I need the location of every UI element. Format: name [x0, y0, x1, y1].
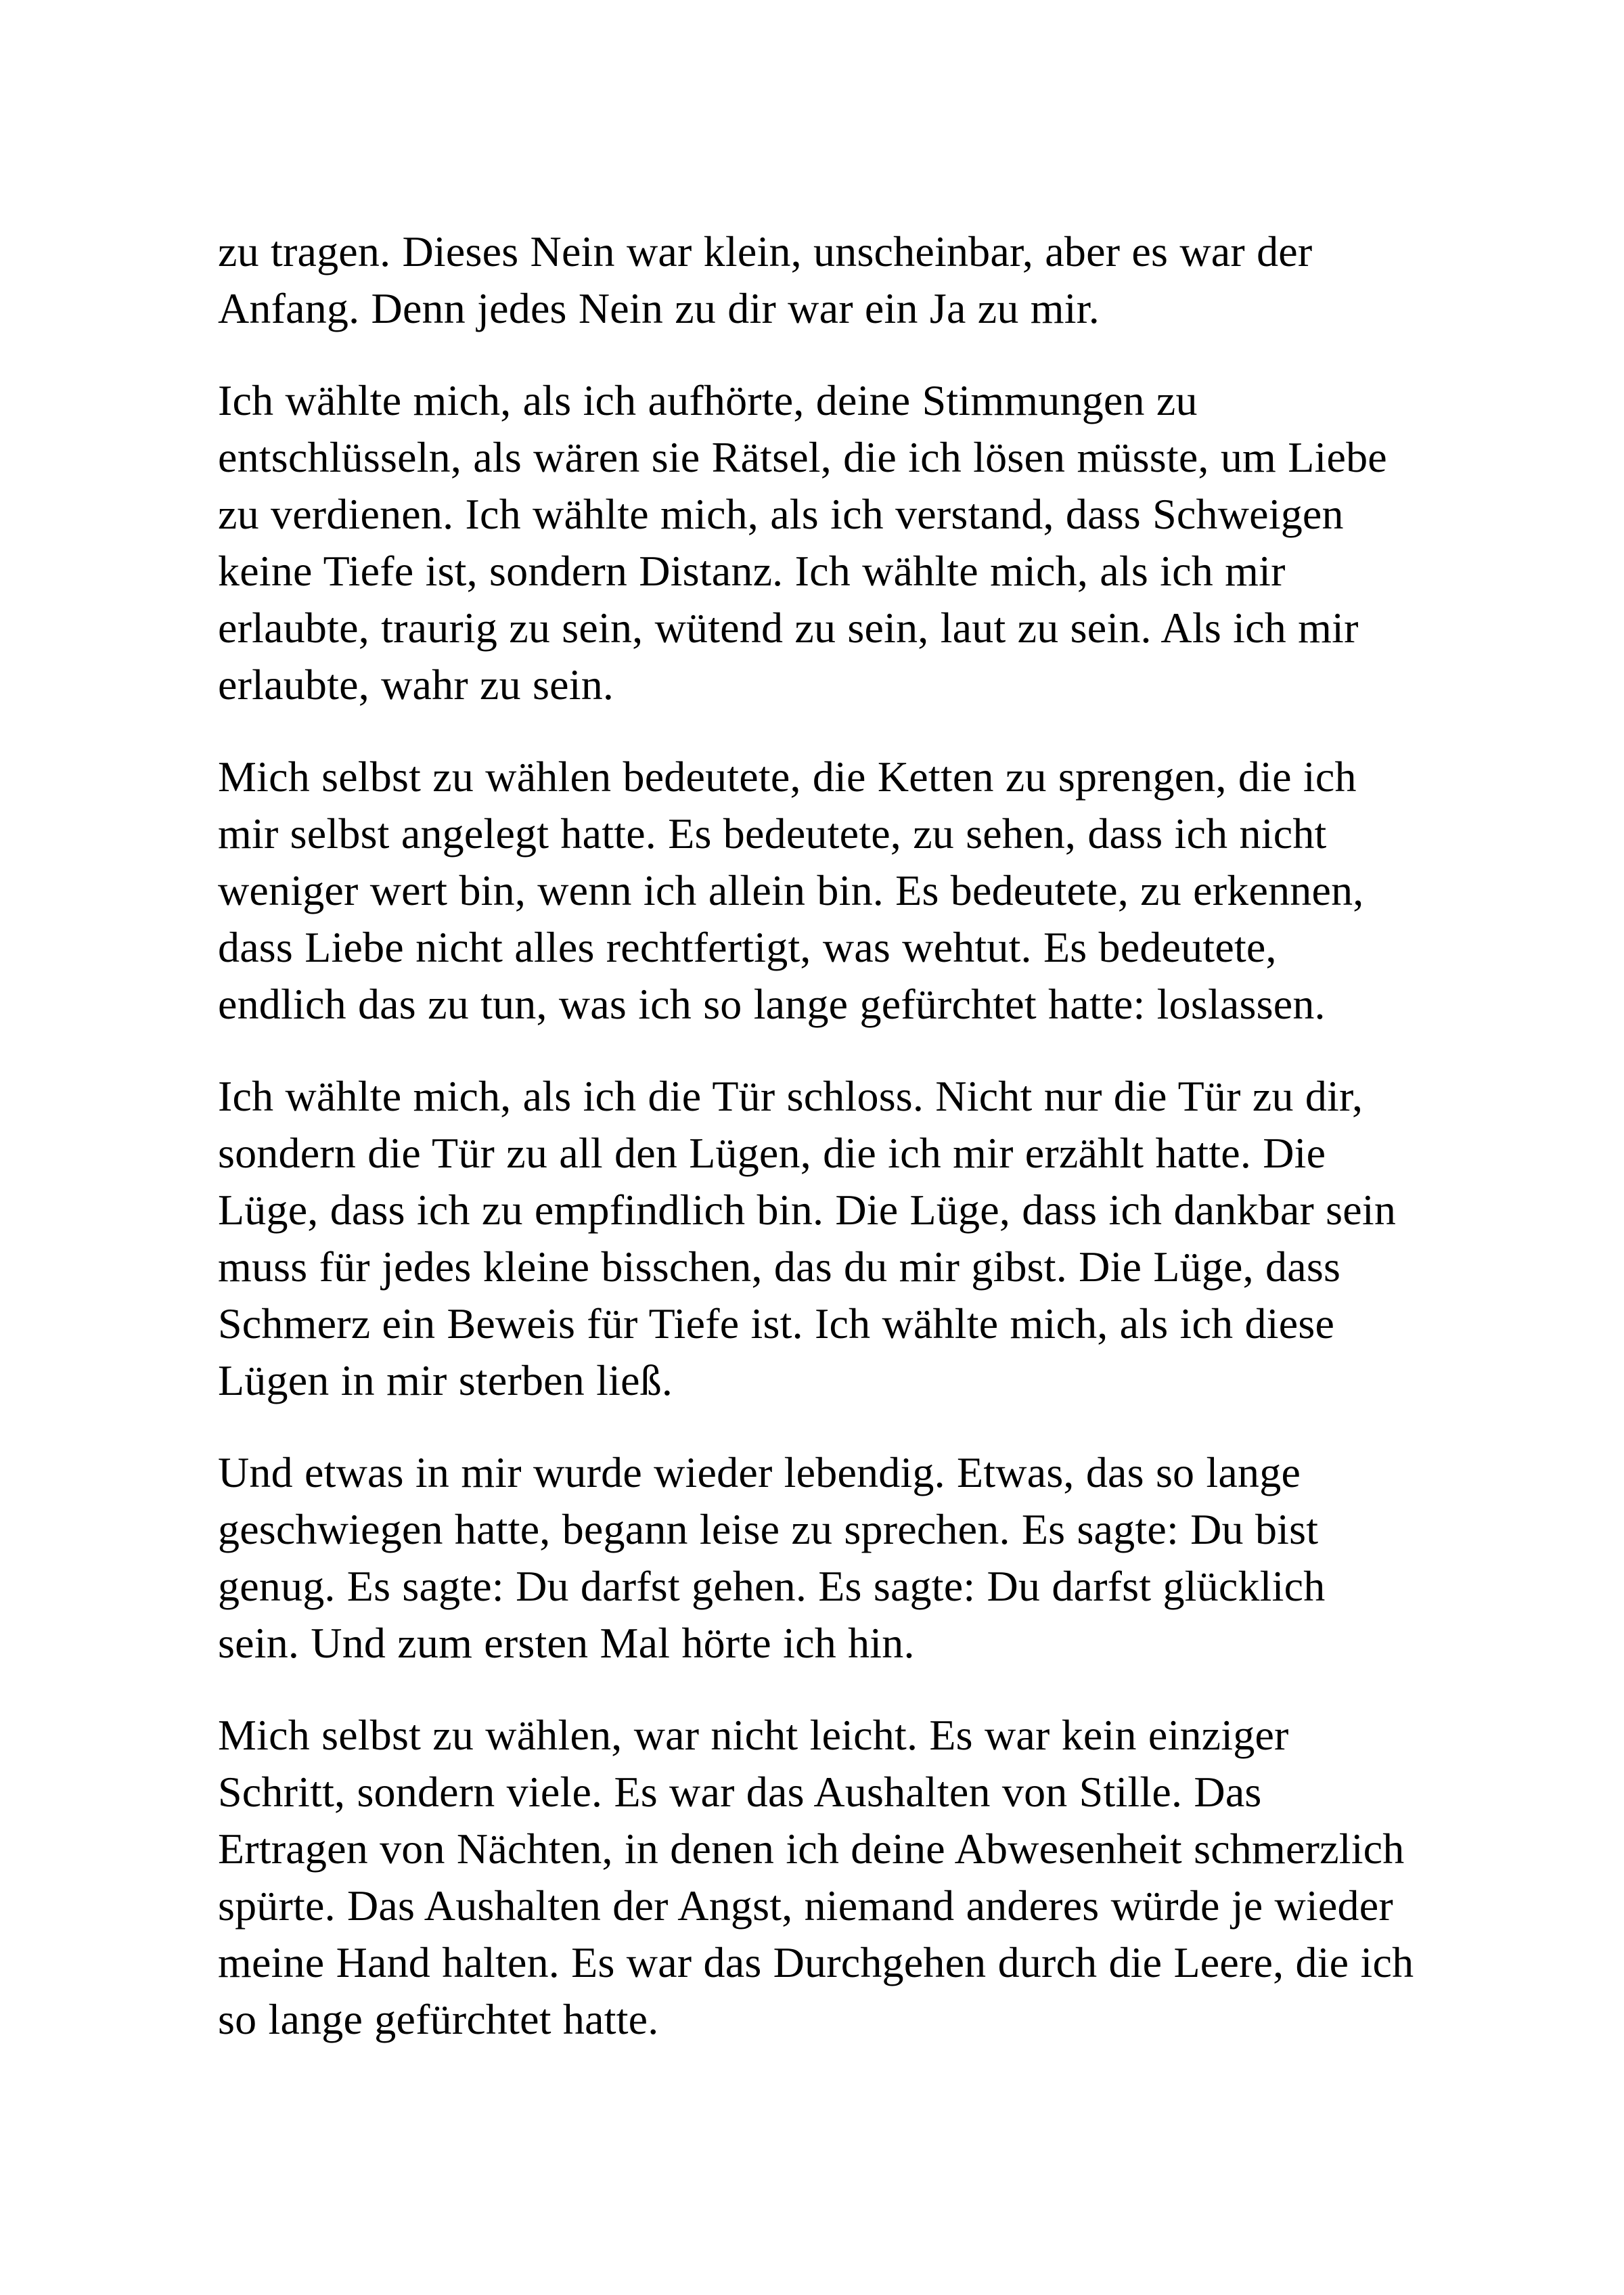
paragraph-6: Mich selbst zu wählen, war nicht leicht. Es war kein einziger Schritt, sondern viele. Es war das Aushalten von Stille. Das Ertragen von Nächten, in denen ich deine Abwesenheit schmerzlich spürte. Das Aushalten der Angst, niemand anderes würde je wieder meine Hand halten. Es war das Durchgehen durch die Leere, die ich so lange gefürchtet hatte.	[218, 1711, 1414, 2043]
paragraph-2: Ich wählte mich, als ich aufhörte, deine Stimmungen zu entschlüsseln, als wären sie Rätsel, die ich lösen müsste, um Liebe zu verdienen. Ich wählte mich, als ich verstand, dass Schweigen keine Tiefe ist, sondern Distanz. Ich wählte mich, als ich mir erlaubte, traurig zu sein, wütend zu sein, laut zu sein. Als ich mir erlaubte, wahr zu sein.	[218, 376, 1387, 709]
paragraph-5: Und etwas in mir wurde wieder lebendig. Etwas, das so lange geschwiegen hatte, begann leise zu sprechen. Es sagte: Du bist genug. Es sagte: Du darfst gehen. Es sagte: Du darfst glücklich sein. Und zum ersten Mal hörte ich hin.	[218, 1448, 1326, 1667]
text-block	[218, 223, 1416, 2048]
paragraph-4: Ich wählte mich, als ich die Tür schloss. Nicht nur die Tür zu dir, sondern die Tür zu all den Lügen, die ich mir erzählt hatte. Die Lüge, dass ich zu empfindlich bin. Die Lüge, dass ich dankbar sein muss für jedes kleine bisschen, das du mir gibst. Die Lüge, dass Schmerz ein Beweis für Tiefe ist. Ich wählte mich, als ich diese Lügen in mir sterben ließ.	[218, 1072, 1397, 1404]
paragraph-3: Mich selbst zu wählen bedeutete, die Ketten zu sprengen, die ich mir selbst angelegt hatte. Es bedeutete, zu sehen, dass ich nicht weniger wert bin, wenn ich allein bin. Es bedeutete, zu erkennen, dass Liebe nicht alles rechtfertigt, was wehtut. Es bedeutete, endlich das zu tun, was ich so lange gefürchtet hatte: loslassen.	[218, 753, 1364, 1028]
paragraph-1: zu tragen. Dieses Nein war klein, unscheinbar, aber es war der Anfang. Denn jedes Nein zu dir war ein Ja zu mir.	[218, 227, 1313, 332]
